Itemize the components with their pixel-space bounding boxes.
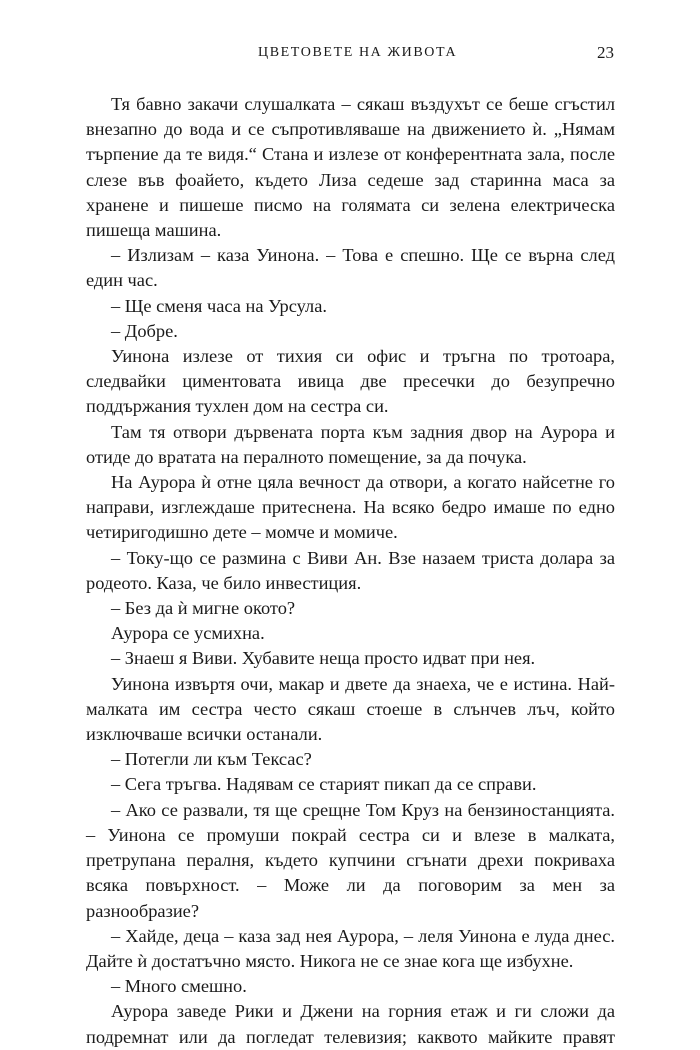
paragraph: – Без да ѝ мигне окото?	[111, 598, 296, 619]
paragraph: – Ако се развали, тя ще срещне Том Круз на бензиностанцията. – Уинона се промуши покрай сестра си и влезе в малката, претрупана пералня, където купчини сгънати дрехи покриваха всяка повърхност. – Може ли да поговорим за мен за разнообразие?	[86, 799, 615, 921]
paragraph: – Знаеш я Виви. Хубавите неща просто идват при нея.	[111, 648, 536, 669]
paragraph: – Току-що се размина с Виви Ан. Взе назаем триста долара за родеото. Каза, че било инвестиция.	[86, 547, 615, 593]
paragraph: Уинона излезе от тихия си офис и тръгна по тротоара, следвайки циментовата ивица две пресечки до безупречно поддържания тухлен дом на сестра си.	[86, 346, 615, 417]
paragraph: – Потегли ли към Тексас?	[111, 749, 312, 770]
running-title: ЦВЕТОВЕТЕ НА ЖИВОТА	[258, 45, 458, 60]
paragraph: Аурора заведе Рики и Джени на горния етаж и ги сложи да подремнат или да погледат телевизия; каквото майките правят	[86, 1001, 615, 1047]
paragraph: Тя бавно закачи слушалката – сякаш въздухът се беше сгъстил внезапно до вода и се съпротивляваше на движението ѝ. „Нямам търпение да те видя.“ Стана и излезе от конферентната зала, после слезе във фоайето, където Лиза седеше зад старинна маса за хранене и пишеше писмо на голямата си зелена електрическа пишеща машина.	[86, 94, 615, 241]
paragraph: На Аурора ѝ отне цяла вечност да отвори, а когато найсетне го направи, изглеждаше притеснена. На всяко бедро имаше по едно четиригодишно дете – момче и момиче.	[86, 472, 615, 543]
paragraph: Там тя отвори дървената порта към задния двор на Аурора и отиде до вратата на пералното помещение, за да почука.	[86, 421, 615, 467]
paragraph: – Ще сменя часа на Урсула.	[111, 295, 327, 316]
paragraph: – Излизам – каза Уинона. – Това е спешно. Ще се върна след един час.	[86, 245, 615, 291]
page-number: 23	[597, 43, 614, 62]
paragraph: – Добре.	[111, 320, 178, 341]
paragraph: – Много смешно.	[111, 976, 247, 997]
paragraph: – Сега тръгва. Надявам се старият пикап да се справи.	[111, 774, 537, 795]
paragraph: – Хайде, деца – каза зад нея Аурора, – леля Уинона е луда днес. Дайте ѝ достатъчно място. Никога не се знае кога ще избухне.	[86, 925, 615, 971]
paragraph: Аурора се усмихна.	[111, 623, 265, 644]
body-text	[86, 92, 615, 1050]
paragraph: Уинона извъртя очи, макар и двете да знаеха, че е истина. Най-малката им сестра често сякаш стоеше в слънчев лъч, който изключваше всички останали.	[86, 673, 615, 745]
running-head	[0, 45, 700, 67]
